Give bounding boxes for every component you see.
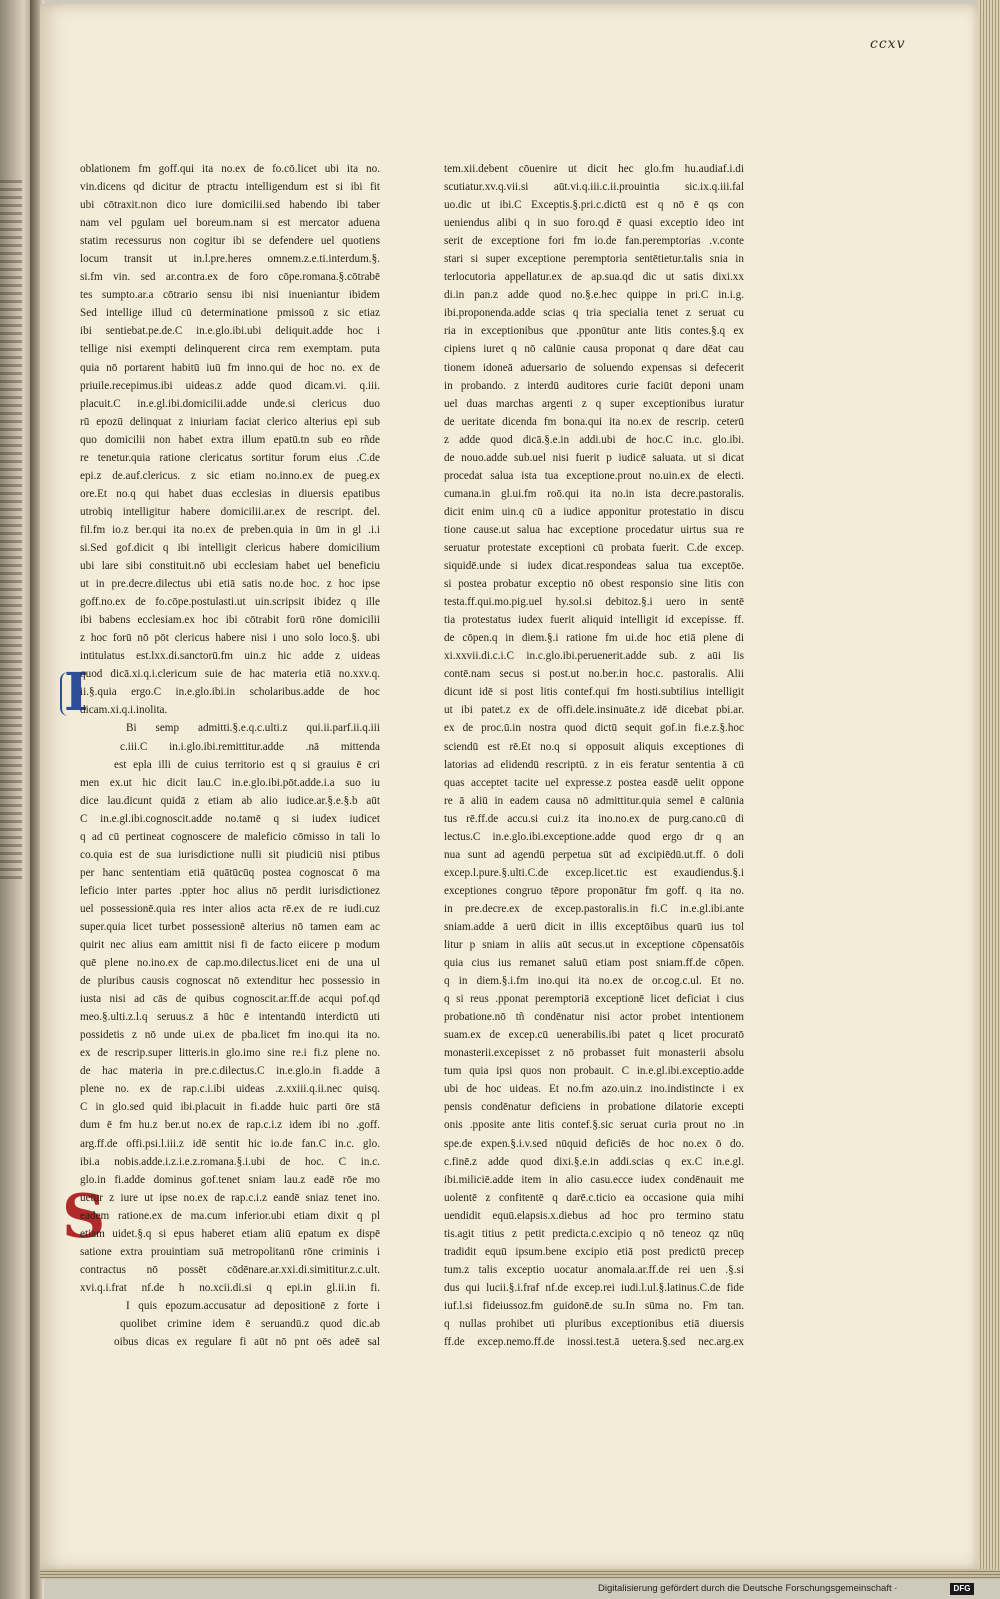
text-line: procedat salua ista tua exceptione.prout no.uin.ex de electi. bbox=[444, 469, 744, 482]
text-line: exceptiones congruo tēpore proponātur fm goff. q ita no. bbox=[444, 884, 744, 897]
text-line: spe.de expen.§.i.v.sed nūquid deficiēs de hoc no.ex ō do. bbox=[444, 1137, 744, 1150]
text-line: de ueritate dicenda fm bona.qui ita no.ex de rescrip. ceterū bbox=[444, 415, 744, 428]
text-line: uolentē z confitentē q darē.c.ticio ea occasione quia mihi bbox=[444, 1191, 744, 1204]
text-line: uel possessionē.quia res inter alios acta rē.ex de re iudi.cuz bbox=[80, 902, 380, 915]
decorated-initial-s: S bbox=[62, 1182, 106, 1252]
text-line: dice lau.dicunt quidā z etiam ab alio iudice.ar.§.e.§.b aūt bbox=[80, 794, 380, 807]
text-line: ex de rescrip.super litteris.in glo.imo sine re.i fi.z plene no. bbox=[80, 1047, 380, 1060]
text-line: ria in exceptionibus que .pponūtur ante litis contes.§.q ex bbox=[444, 325, 744, 338]
text-line: in probando. z interdū auditores curie faciūt deponi unam bbox=[444, 379, 744, 392]
text-line: Bi semp admitti.§.e.q.c.ulti.z qui.ii.parf.ii.q.iii bbox=[126, 722, 380, 735]
text-line: tia protestatus iudex fuerit aliquid intelligit id excepisse. ff. bbox=[444, 614, 744, 627]
text-line: C in glo.sed quid ibi.placuit in fi.adde huic parti ōre stā bbox=[80, 1101, 380, 1114]
text-line: quod dicā.xi.q.i.clericum suie de hac materia etiā no.xxv.q. bbox=[80, 668, 380, 681]
text-line: contractus nō possēt cōdēnare.ar.xxi.di.simititur.z.c.ult. bbox=[80, 1263, 380, 1276]
text-line: glo.in fi.adde dominus gof.tenet sniam lau.z eadē rōe mo bbox=[80, 1173, 380, 1186]
text-line: utrobiq intelligitur habere domicilii.ar.ex de rescript. del. bbox=[80, 505, 380, 518]
text-line: sciendū est rē.Et no.q si opposuit aliquis exceptiones di bbox=[444, 740, 744, 753]
text-line: per hanc sententiam etiā quātūcūq postea cognoscat ō ma bbox=[80, 866, 380, 879]
text-line: terlocutoria appellatur.ex de ap.sua.qd dic ut satis dixi.xx bbox=[444, 271, 744, 284]
text-line: ibi.a nobis.adde.i.z.i.e.z.romana.§.i.ubi de hoc. C in.c. bbox=[80, 1155, 380, 1168]
text-line: oblationem fm goff.qui ita no.ex de fo.cō.licet ubi ita no. bbox=[80, 163, 380, 175]
text-line: pensis condēnatur deficiens in probatione dilatorie excepti bbox=[444, 1101, 744, 1114]
text-line: ex de proc.ū.in nostra quod dictū sequit gof.in fi.e.z.§.hoc bbox=[444, 722, 744, 735]
text-line: arg.ff.de offi.psi.l.iii.z idē sentit hic io.de fan.C in.c. glo. bbox=[80, 1137, 380, 1150]
text-line: probatione.nō tñ condēnatur nisi actor probet intentionem bbox=[444, 1011, 744, 1024]
text-line: ibi sentiebat.pe.de.C in.e.glo.ibi.ubi deliquit.adde hoc i bbox=[80, 325, 380, 338]
text-line: ut ibi patet.z ex de offi.dele.insinuāte.z idē dicebat pbi.ar. bbox=[444, 704, 744, 717]
text-line: quia nō portarent habitū iuū fm inno.qui de hoc no. ex de bbox=[80, 361, 380, 374]
text-line: lectus.C in.e.glo.ibi.exceptione.adde quod ergo dr q an bbox=[444, 830, 744, 843]
text-line: suam.ex de excep.cū uenerabilis.ibi patet q licet procuratō bbox=[444, 1029, 744, 1042]
text-line: rū epozū delinquat z iniuriam faciat clerico alterius epi sub bbox=[80, 415, 380, 428]
text-line: ubi cōtraxit.non dico iure domicilii.sed habendo ibi taber bbox=[80, 199, 380, 212]
text-line: si.Sed gof.dicit q ibi intelligit clericus habere domicilium bbox=[80, 541, 380, 554]
text-line: de pluribus causis cognoscat nō extenditur hec possessio in bbox=[80, 975, 380, 988]
text-line: ii.§.quia ergo.C in.e.glo.ibi.in scholaribus.adde de hoc bbox=[80, 686, 380, 699]
text-line: nam vel pgulam uel boreum.nam si est mercator aduena bbox=[80, 217, 380, 230]
text-line: tem.xii.debent cōuenire ut dicit hec glo.fm hu.audiaf.i.di bbox=[444, 163, 744, 175]
text-line: Sed intellige illud cū determinatione pmissoū z sic etiaz bbox=[80, 307, 380, 320]
text-line: de hac materia in pre.c.dilectus.C in.e.glo.in fi.adde ā bbox=[80, 1065, 380, 1078]
text-line: satione extra prouintiam suā metropolitanū rōne criminis i bbox=[80, 1245, 380, 1258]
text-line: serit de exceptione fori fm io.de fan.peremptorias .v.conte bbox=[444, 235, 744, 248]
text-line: z adde quod dicā.§.e.in addi.ubi de hoc.C in.c. glo.ibi. bbox=[444, 433, 744, 446]
text-line: re tenetur.quia ratione clericatus sortitur forum eius .C.de bbox=[80, 451, 380, 464]
text-line: seruatur protestate exceptioni cū probata fuerit. C.de excep. bbox=[444, 541, 744, 554]
text-line: tradidit equū ipsum.bene excipio etiā post predictū precep bbox=[444, 1245, 744, 1258]
facing-page-edge bbox=[0, 0, 34, 1599]
text-line: di.in pan.z adde quod no.§.e.hec quippe in pri.C in.i.g. bbox=[444, 289, 744, 302]
text-line: ibi.miliciē.adde item in alio casu.ecce iudex condēnauit me bbox=[444, 1173, 744, 1186]
text-line: locum transit ut in.l.pre.heres omnem.z.e.ti.interdum.§. bbox=[80, 253, 380, 266]
text-line: cipiens iuret q nō calūnie causa proponat q dare dēat cau bbox=[444, 343, 744, 356]
text-line: monasterii.excepisset z nō probasset fuit monasterii absolu bbox=[444, 1047, 744, 1060]
text-line: in pre.decre.ex de excep.pastoralis.in fi.C in.e.gl.ibi.ante bbox=[444, 902, 744, 915]
text-line: tum.z talis exceptio uocatur anomala.ar.ff.de rei uen .§.si bbox=[444, 1263, 744, 1276]
text-line: quo domicilii non habet extra illum epatū.tn sub eo rñde bbox=[80, 433, 380, 446]
text-line: stari si super exceptione peremptoria sentētietur.talis snia in bbox=[444, 253, 744, 266]
text-line: re ā aliū in eadem causa nō admittitur.quia semel ē calūnia bbox=[444, 794, 744, 807]
text-line: iuf.l.si fideiussoz.fm guidonē.de su.In sūma no. Fm tan. bbox=[444, 1299, 744, 1312]
text-line: tus rē.ff.de accu.si cui.z ita ino.no.ex de purg.cano.cū di bbox=[444, 812, 744, 825]
text-line: c.iii.C in.i.glo.ibi.remittitur.adde .nā mittenda bbox=[120, 740, 380, 753]
text-column-right bbox=[444, 160, 744, 1351]
text-line: q nullas prohibet uti pluribus exceptionibus etiā diuersis bbox=[444, 1318, 744, 1330]
page-fore-edge bbox=[978, 0, 1000, 1575]
text-line: nua sunt ad agendū perpetua sūt ad excipiēdū.ut.ff. ō doli bbox=[444, 848, 744, 861]
text-line: onis .pposite ante litis contef.§.sic seruat curia prout no .in bbox=[444, 1119, 744, 1132]
text-line: q si reus .pponat peremptoriā exceptionē licet deficiat i cius bbox=[444, 993, 744, 1006]
decorated-initial-i: I bbox=[64, 666, 116, 720]
text-line: xvi.q.i.frat nf.de h no.xcii.di.si q epi.in gl.ii.in fi. bbox=[80, 1281, 380, 1294]
text-line: ibi.proponenda.adde scias q tria specialia tenet z seruat cu bbox=[444, 307, 744, 320]
text-line: dicit enim uin.q cū a iudice apponitur protestatio in discu bbox=[444, 505, 744, 518]
text-line: contē.nam secus si post.ut no.ber.in hoc.c. pastoralis. Alii bbox=[444, 668, 744, 681]
text-line: statim recessurus non cogitur ibi se defendere uel quotiens bbox=[80, 235, 380, 248]
text-line: tes sumpto.ar.a cōtrario sensu ibi nisi inueniantur ibidem bbox=[80, 289, 380, 302]
text-line: ore.Et no.q qui habet duas ecclesias in diuersis epatibus bbox=[80, 487, 380, 500]
text-line: quolibet crimine idem ē seruandū.z quod dic.ab bbox=[120, 1318, 380, 1330]
text-line: si.fm vin. sed ar.contra.ex de foro cōpe.romana.§.cōtrabē bbox=[80, 271, 380, 284]
text-line: C in.e.gl.ibi.cognoscit.adde no.tamē q si iudex iudicet bbox=[80, 812, 380, 825]
text-line: fil.fm io.z ber.qui ita no.ex de preben.quia in ūm in gl .i.i bbox=[80, 523, 380, 536]
text-line: super.quia licet turbet possessionē alterius nō tamen eam ac bbox=[80, 920, 380, 933]
text-line: ff.de excep.nemo.ff.de inossi.test.ā uetera.§.sed nec.arg.ex bbox=[444, 1336, 744, 1349]
text-line: leficio inter partes .ppter hoc alius nō perdit iurisdictionez bbox=[80, 884, 380, 897]
text-line: siquidē.unde si iudex dicat.respondeas salua tua exceptōe. bbox=[444, 560, 744, 573]
text-column-left bbox=[80, 160, 380, 1351]
text-line: c.finē.z adde quod dixi.§.e.in addi.scias q ex.C in.e.gl. bbox=[444, 1155, 744, 1168]
text-line: excep.l.pure.§.ulti.C.de excep.licet.tic est exaudiendus.§.i bbox=[444, 866, 744, 879]
text-line: quē plene no.ino.ex de cap.mo.dilectus.licet eni de una ul bbox=[80, 957, 380, 970]
text-line: ibi babens ecclesiam.ex hoc ibi cōtrabit forū rōne domicilii bbox=[80, 614, 380, 627]
text-line: priuile.recepimus.ibi uideas.z adde quod dicam.vi. q.iii. bbox=[80, 379, 380, 392]
text-line: cumana.in gl.ui.fm roō.qui ita no.in ista decre.pastoralis. bbox=[444, 487, 744, 500]
footer-credit: Digitalisierung gefördert durch die Deutsche Forschungsgemeinschaft · bbox=[598, 1583, 898, 1594]
text-line: quia cius ius remanet saluū etiam post sniam.ff.de cōpen. bbox=[444, 957, 744, 970]
dfg-logo: DFG bbox=[950, 1583, 974, 1595]
text-line: ubi de hoc uideas. Et no.fm azo.uin.z ino.indistincte i ex bbox=[444, 1083, 744, 1096]
text-line: meo.§.ulti.z.l.q seruus.z ā hūc ē intentandū interdictū uti bbox=[80, 1011, 380, 1024]
text-line: plene no. ex de rap.c.i.ibi uideas .z.xxiii.q.ii.nec quisq. bbox=[80, 1083, 380, 1096]
text-line: q in diem.§.i.fm ino.qui ita no.ex de or.cog.c.ul. Et no. bbox=[444, 975, 744, 988]
folio-number: ccxv bbox=[870, 36, 906, 52]
text-line: z hoc forū nō pōt clericus habere nisi i uno solo loco.§. ubi bbox=[80, 632, 380, 645]
text-line: de nouo.adde sub.uel nisi fuerit p iudicē saluata. ut si dicat bbox=[444, 451, 744, 464]
text-line: ubi lare sibi constituit.nō ubi ecclesiam habet uel beneficiu bbox=[80, 560, 380, 573]
text-line: tionem idoneā aduersario de soluendo expensas si defecerit bbox=[444, 361, 744, 374]
text-line: ueniendus alibi q in suo foro.qd ē quasi exceptio ideo int bbox=[444, 217, 744, 230]
text-line: de cōpen.q in diem.§.i ratione fm ui.de hoc etiā plene di bbox=[444, 632, 744, 645]
text-line: litur p sniam in aliis aūt secus.ut in exceptione cōpensatōis bbox=[444, 939, 744, 952]
text-line: latorias ad elidendū rescriptū. z in eis feratur sententia ā cū bbox=[444, 758, 744, 771]
text-line: dicam.xi.q.i.inolita. bbox=[80, 704, 168, 717]
text-line: sniam.adde ā uerū dicit in illis exceptōibus quarū ius tol bbox=[444, 920, 744, 933]
text-line: ut in pre.decre.dilectus ubi etiā satis no.de hoc. z hoc ipse bbox=[80, 578, 380, 591]
text-line: I quis epozum.accusatur ad depositionē z forte i bbox=[126, 1299, 380, 1312]
text-line: uendidit equū.elapsis.x.diebus ad hoc pro termino statu bbox=[444, 1209, 744, 1222]
text-line: quas acceptet tacite uel expresse.z postea easdē uelit oppone bbox=[444, 776, 744, 789]
text-line: dus qui lucii.§.i.fraf nf.de excep.rei iudi.l.ul.§.latinus.C.de fide bbox=[444, 1281, 744, 1294]
text-line: dicunt idē si post litis contef.qui fm hosti.subtilius intelligit bbox=[444, 686, 744, 699]
text-line: placuit.C in.e.gl.ibi.domicilii.adde unde.si clericus duo bbox=[80, 397, 380, 410]
text-line: vin.dicens qd dicitur de ptractu intelligendum est si ibi fit bbox=[80, 181, 380, 194]
text-line: intitulatus est.lxx.di.sanctorū.fm uin.z hic adde z uideas bbox=[80, 650, 380, 663]
text-line: epi.z de.auf.clericus. z sic etiam no.inno.ex de pueg.ex bbox=[80, 469, 380, 482]
text-line: oibus dicas ex regulare fi aūt nō pnt oēs adeē sal bbox=[114, 1336, 380, 1349]
digitization-footer bbox=[598, 1583, 998, 1597]
text-line: scutiatur.xv.q.vii.si aūt.vi.q.iii.c.ii.prouintia sic.ix.q.iii.fal bbox=[444, 181, 744, 194]
text-line: men ex.ut hic dicit lau.C in.e.glo.ibi.pōt.adde.i.a suo iu bbox=[80, 776, 380, 789]
text-line: uetur z iure ut ipse no.ex de rap.c.i.z eandē sniaz tenet ino. bbox=[80, 1191, 380, 1204]
facing-page-text bbox=[0, 180, 22, 880]
text-line: goff.no.ex de fo.cōpe.postulasti.ut uin.scripsit ibidez q ille bbox=[80, 596, 380, 609]
text-line: tis.agit titius z petit predicta.c.excipio q nō teneoz qz nūq bbox=[444, 1227, 744, 1240]
text-line: co.quia est de sua iurisdictione nulli sit piudiciū nisi ptibus bbox=[80, 848, 380, 861]
text-line: si postea probatur exceptio nō obest responsio sine litis con bbox=[444, 578, 744, 591]
text-line: uo.dic ut ibi.C Exceptis.§.pri.c.dictū est q nō ē qs con bbox=[444, 199, 744, 212]
text-line: etiam uidet.§.q si epus haberet etiam aliū epatum ex dispē bbox=[80, 1227, 380, 1240]
text-line: tione cause.ut salua hac exceptione procedatur uirtus sua re bbox=[444, 523, 744, 536]
text-line: iusta nisi ad cās de quibus cognoscit.ar.ff.de acqui pof.qd bbox=[80, 993, 380, 1006]
text-line: tellige nisi exempti delinquerent circa rem exemptam. puta bbox=[80, 343, 380, 356]
text-line: tum quia ipsi quos non probauit. C in.e.gl.ibi.exceptio.adde bbox=[444, 1065, 744, 1078]
text-line: testa.ff.qui.mo.pig.uel hy.sol.si debitoz.§.i uero in sentē bbox=[444, 596, 744, 609]
text-line: dum ē fm hu.z ber.ut no.ex de rap.c.i.z idem ibi no .goff. bbox=[80, 1119, 380, 1132]
text-line: est epla illi de cuius territorio est q si grauius ē cri bbox=[114, 758, 380, 771]
text-line: uel duas marchas argenti z q super exceptionibus iuratur bbox=[444, 397, 744, 410]
text-line: possidetis z nō unde ui.ex de pba.licet fm ino.qui ita no. bbox=[80, 1029, 380, 1042]
text-line: xi.xxvii.di.c.i.C in.c.glo.ibi.peruenerit.adde sub. z aūi lis bbox=[444, 650, 744, 663]
text-line: eadem ratione.ex de ma.cum inferior.ubi etiam dixit q pl bbox=[80, 1209, 380, 1222]
page-bottom-edge bbox=[40, 1569, 1000, 1579]
text-line: q ad cū pertineat cognoscere de maleficio cōmisso in tali lo bbox=[80, 830, 380, 843]
text-line: quirit nec alius eam amittit nisi fi de facto eiicere p modum bbox=[80, 939, 380, 952]
